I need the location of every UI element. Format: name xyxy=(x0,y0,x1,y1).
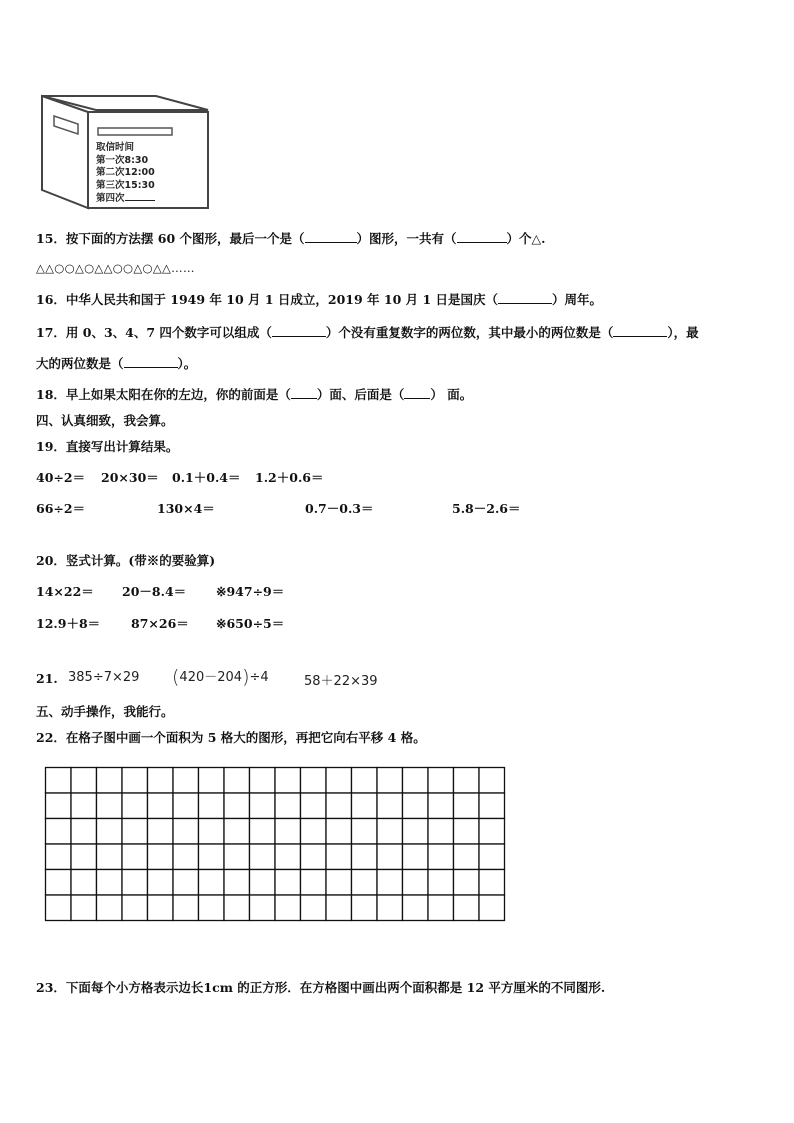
grid-cell[interactable] xyxy=(46,768,72,794)
grid-cell[interactable] xyxy=(173,793,199,819)
grid-cell[interactable] xyxy=(224,895,250,921)
grid-cell[interactable] xyxy=(173,819,199,845)
grid-cell[interactable] xyxy=(122,793,148,819)
grid-cell[interactable] xyxy=(97,819,123,845)
q15-text-c: ）个△. xyxy=(506,231,546,246)
q15-blank-2[interactable] xyxy=(457,232,507,243)
question-22-title: 22．在格子图中画一个面积为 5 格大的图形，再把它向右平移 4 格。 xyxy=(36,730,426,745)
q21-expr-2-inner: 420－204 xyxy=(179,670,243,685)
grid-cell[interactable] xyxy=(148,895,174,921)
grid-cell[interactable] xyxy=(46,793,72,819)
q17-blank-1[interactable] xyxy=(272,326,326,337)
q16-text-a: 16．中华人民共和国于 1949 年 10 月 1 日成立，2019 年 10 月 1 日是国庆（ xyxy=(36,292,499,307)
q17-blank-2[interactable] xyxy=(613,326,667,337)
grid-cell[interactable] xyxy=(275,844,301,870)
grid-cell[interactable] xyxy=(403,870,429,896)
q19-item-7: 0.7－0.3＝ xyxy=(305,501,374,516)
section-4-heading: 四、认真细致，我会算。 xyxy=(36,413,174,428)
grid-cell[interactable] xyxy=(479,895,505,921)
grid-cell[interactable] xyxy=(479,844,505,870)
grid-cell[interactable] xyxy=(46,844,72,870)
grid-cell[interactable] xyxy=(326,895,352,921)
section-5-heading: 五、动手操作，我能行。 xyxy=(36,704,174,719)
grid-cell[interactable] xyxy=(250,819,276,845)
grid-cell[interactable] xyxy=(479,870,505,896)
grid-cell[interactable] xyxy=(173,844,199,870)
grid-cell[interactable] xyxy=(250,895,276,921)
grid-cell[interactable] xyxy=(275,895,301,921)
grid-cell[interactable] xyxy=(352,768,378,794)
q16-blank[interactable] xyxy=(498,293,552,304)
grid-cell[interactable] xyxy=(377,870,403,896)
grid-cell[interactable] xyxy=(428,895,454,921)
q17-text-a: 17．用 0、3、4、7 四个数字可以组成（ xyxy=(36,325,272,340)
grid-cell[interactable] xyxy=(97,895,123,921)
grid-cell[interactable] xyxy=(301,870,327,896)
grid-cell[interactable] xyxy=(199,768,225,794)
grid-cell[interactable] xyxy=(224,844,250,870)
grid-cell[interactable] xyxy=(224,768,250,794)
grid-cell[interactable] xyxy=(326,844,352,870)
grid-cell[interactable] xyxy=(122,768,148,794)
q19-item-8: 5.8－2.6＝ xyxy=(452,501,521,516)
q15-text-b: ）图形，一共有（ xyxy=(356,231,457,246)
q19-item-2: 20×30＝ xyxy=(101,470,159,485)
grid-cell[interactable] xyxy=(71,768,97,794)
grid-cell[interactable] xyxy=(71,870,97,896)
grid-cell[interactable] xyxy=(224,819,250,845)
grid-cell[interactable] xyxy=(199,895,225,921)
mailbox-illustration xyxy=(36,90,216,215)
grid-cell[interactable] xyxy=(46,870,72,896)
grid-cell[interactable] xyxy=(199,793,225,819)
grid-cell[interactable] xyxy=(377,768,403,794)
q20-item-4: 12.9＋8＝ xyxy=(36,616,101,631)
grid-cell[interactable] xyxy=(454,870,480,896)
q15-blank-1[interactable] xyxy=(305,232,357,243)
schedule-time-2: 第二次12:00 xyxy=(96,167,155,178)
grid-cell[interactable] xyxy=(301,768,327,794)
grid-cell[interactable] xyxy=(326,768,352,794)
q21-expr-2 xyxy=(172,666,269,688)
grid-cell[interactable] xyxy=(173,895,199,921)
grid-cell[interactable] xyxy=(326,819,352,845)
grid-cell[interactable] xyxy=(454,768,480,794)
question-15 xyxy=(36,229,545,247)
grid-cell[interactable] xyxy=(352,870,378,896)
grid-cell[interactable] xyxy=(199,870,225,896)
grid-cell[interactable] xyxy=(148,768,174,794)
grid-cell[interactable] xyxy=(275,819,301,845)
q20-item-6: ※650÷5＝ xyxy=(216,616,285,631)
grid-cell[interactable] xyxy=(71,844,97,870)
question-16 xyxy=(36,290,602,308)
grid-cell[interactable] xyxy=(454,844,480,870)
grid-cell[interactable] xyxy=(428,870,454,896)
q21-right-paren: ) xyxy=(242,666,250,688)
grid-cell[interactable] xyxy=(148,844,174,870)
grid-cell[interactable] xyxy=(250,870,276,896)
q22-grid-svg[interactable] xyxy=(44,766,507,923)
grid-cell[interactable] xyxy=(275,870,301,896)
grid-cell[interactable] xyxy=(479,819,505,845)
grid-cell[interactable] xyxy=(250,768,276,794)
q18-text-b: ）面、后面是（ xyxy=(316,387,405,402)
grid-cell[interactable] xyxy=(403,895,429,921)
grid-cell[interactable] xyxy=(352,819,378,845)
grid-cell[interactable] xyxy=(301,895,327,921)
grid-cell[interactable] xyxy=(97,768,123,794)
grid-cell[interactable] xyxy=(148,870,174,896)
grid-cell[interactable] xyxy=(199,844,225,870)
grid-cell[interactable] xyxy=(454,793,480,819)
grid-cell[interactable] xyxy=(224,793,250,819)
q19-item-3: 0.1＋0.4＝ xyxy=(172,470,241,485)
grid-cell[interactable] xyxy=(428,768,454,794)
schedule-time-3: 第三次15:30 xyxy=(96,179,155,191)
grid-cell[interactable] xyxy=(275,793,301,819)
grid-cell[interactable] xyxy=(199,819,225,845)
q18-blank-1[interactable] xyxy=(291,388,317,399)
grid-cell[interactable] xyxy=(377,819,403,845)
grid-cell[interactable] xyxy=(454,819,480,845)
grid-cell[interactable] xyxy=(173,870,199,896)
grid-cell[interactable] xyxy=(428,844,454,870)
grid-cell[interactable] xyxy=(301,819,327,845)
question-17 xyxy=(36,323,699,341)
grid-cell[interactable] xyxy=(71,793,97,819)
q21-expr-1: 385÷7×29 xyxy=(68,670,140,685)
grid-cell[interactable] xyxy=(428,793,454,819)
grid-cell[interactable] xyxy=(352,895,378,921)
grid-cell[interactable] xyxy=(122,844,148,870)
grid-cell[interactable] xyxy=(173,768,199,794)
grid-cell[interactable] xyxy=(97,793,123,819)
q20-item-5: 87×26＝ xyxy=(131,616,189,631)
q19-item-6: 130×4＝ xyxy=(157,501,215,516)
grid-cell[interactable] xyxy=(148,793,174,819)
q17-line2-a: 大的两位数是（ xyxy=(36,356,124,371)
q18-blank-2[interactable] xyxy=(404,388,430,399)
grid-cell[interactable] xyxy=(46,895,72,921)
q18-text-a: 18．早上如果太阳在你的左边，你的前面是（ xyxy=(36,387,291,402)
grid-cell[interactable] xyxy=(428,819,454,845)
grid-cell[interactable] xyxy=(250,844,276,870)
grid-cell[interactable] xyxy=(352,844,378,870)
schedule-blank xyxy=(125,192,155,201)
q20-item-2: 20－8.4＝ xyxy=(122,584,187,599)
grid-cell[interactable] xyxy=(454,895,480,921)
q19-item-1: 40÷2＝ xyxy=(36,470,86,485)
grid-cell[interactable] xyxy=(71,895,97,921)
q15-text-a: 15．按下面的方法摆 60 个图形，最后一个是（ xyxy=(36,231,305,246)
question-17-line-2 xyxy=(36,354,196,372)
grid-cell[interactable] xyxy=(403,819,429,845)
q16-text-b: ）周年。 xyxy=(552,292,603,307)
grid-cell[interactable] xyxy=(377,844,403,870)
grid-cell[interactable] xyxy=(326,793,352,819)
question-18 xyxy=(36,385,472,403)
grid-cell[interactable] xyxy=(97,844,123,870)
question-21-label: 21. xyxy=(36,671,58,686)
grid-cell[interactable] xyxy=(301,793,327,819)
question-19-title: 19．直接写出计算结果。 xyxy=(36,439,179,454)
q21-expr-3: 58＋22×39 xyxy=(304,674,378,689)
q21-left-paren: ( xyxy=(172,666,180,688)
question-23-title: 23．下面每个小方格表示边长1cm 的正方形．在方格图中画出两个面积都是 12 平方厘米的不同图形. xyxy=(36,980,606,995)
q17-text-b: ）个没有重复数字的两位数，其中最小的两位数是（ xyxy=(325,325,614,340)
question-20-title: 20．竖式计算。(带※的要验算) xyxy=(36,553,216,568)
q20-item-3: ※947÷9＝ xyxy=(216,584,285,599)
grid-cell[interactable] xyxy=(275,768,301,794)
pickup-schedule xyxy=(96,142,186,206)
grid-cell[interactable] xyxy=(377,793,403,819)
q17-blank-3[interactable] xyxy=(124,357,178,368)
q15-pattern: △△○○△○△△○○△○△△…… xyxy=(36,261,195,275)
schedule-time-4-label: 第四次 xyxy=(96,193,125,204)
q19-item-4: 1.2＋0.6＝ xyxy=(255,470,324,485)
q19-item-5: 66÷2＝ xyxy=(36,501,86,516)
grid-cell[interactable] xyxy=(377,895,403,921)
grid-cell[interactable] xyxy=(403,768,429,794)
schedule-time-1: 第一次8:30 xyxy=(96,154,149,166)
grid-cell[interactable] xyxy=(122,819,148,845)
q21-expr-2-tail: ÷4 xyxy=(249,670,269,685)
schedule-title: 取信时间 xyxy=(96,142,135,153)
grid-cell[interactable] xyxy=(71,819,97,845)
q20-item-1: 14×22＝ xyxy=(36,584,94,599)
grid-cell[interactable] xyxy=(479,793,505,819)
grid-cell[interactable] xyxy=(97,870,123,896)
grid-cell[interactable] xyxy=(148,819,174,845)
grid-cell[interactable] xyxy=(224,870,250,896)
q18-text-c: ） 面。 xyxy=(430,387,473,402)
grid-cell[interactable] xyxy=(403,844,429,870)
grid-cell[interactable] xyxy=(479,768,505,794)
grid-cell[interactable] xyxy=(326,870,352,896)
grid-cell[interactable] xyxy=(250,793,276,819)
grid-cell[interactable] xyxy=(122,870,148,896)
q22-grid[interactable] xyxy=(44,766,507,926)
grid-cell[interactable] xyxy=(46,819,72,845)
q17-line2-b: ）。 xyxy=(177,356,197,371)
grid-cell[interactable] xyxy=(352,793,378,819)
q17-text-c: ），最 xyxy=(667,325,699,340)
grid-cell[interactable] xyxy=(301,844,327,870)
grid-cell[interactable] xyxy=(122,895,148,921)
grid-cell[interactable] xyxy=(403,793,429,819)
schedule-time-4 xyxy=(96,192,186,206)
